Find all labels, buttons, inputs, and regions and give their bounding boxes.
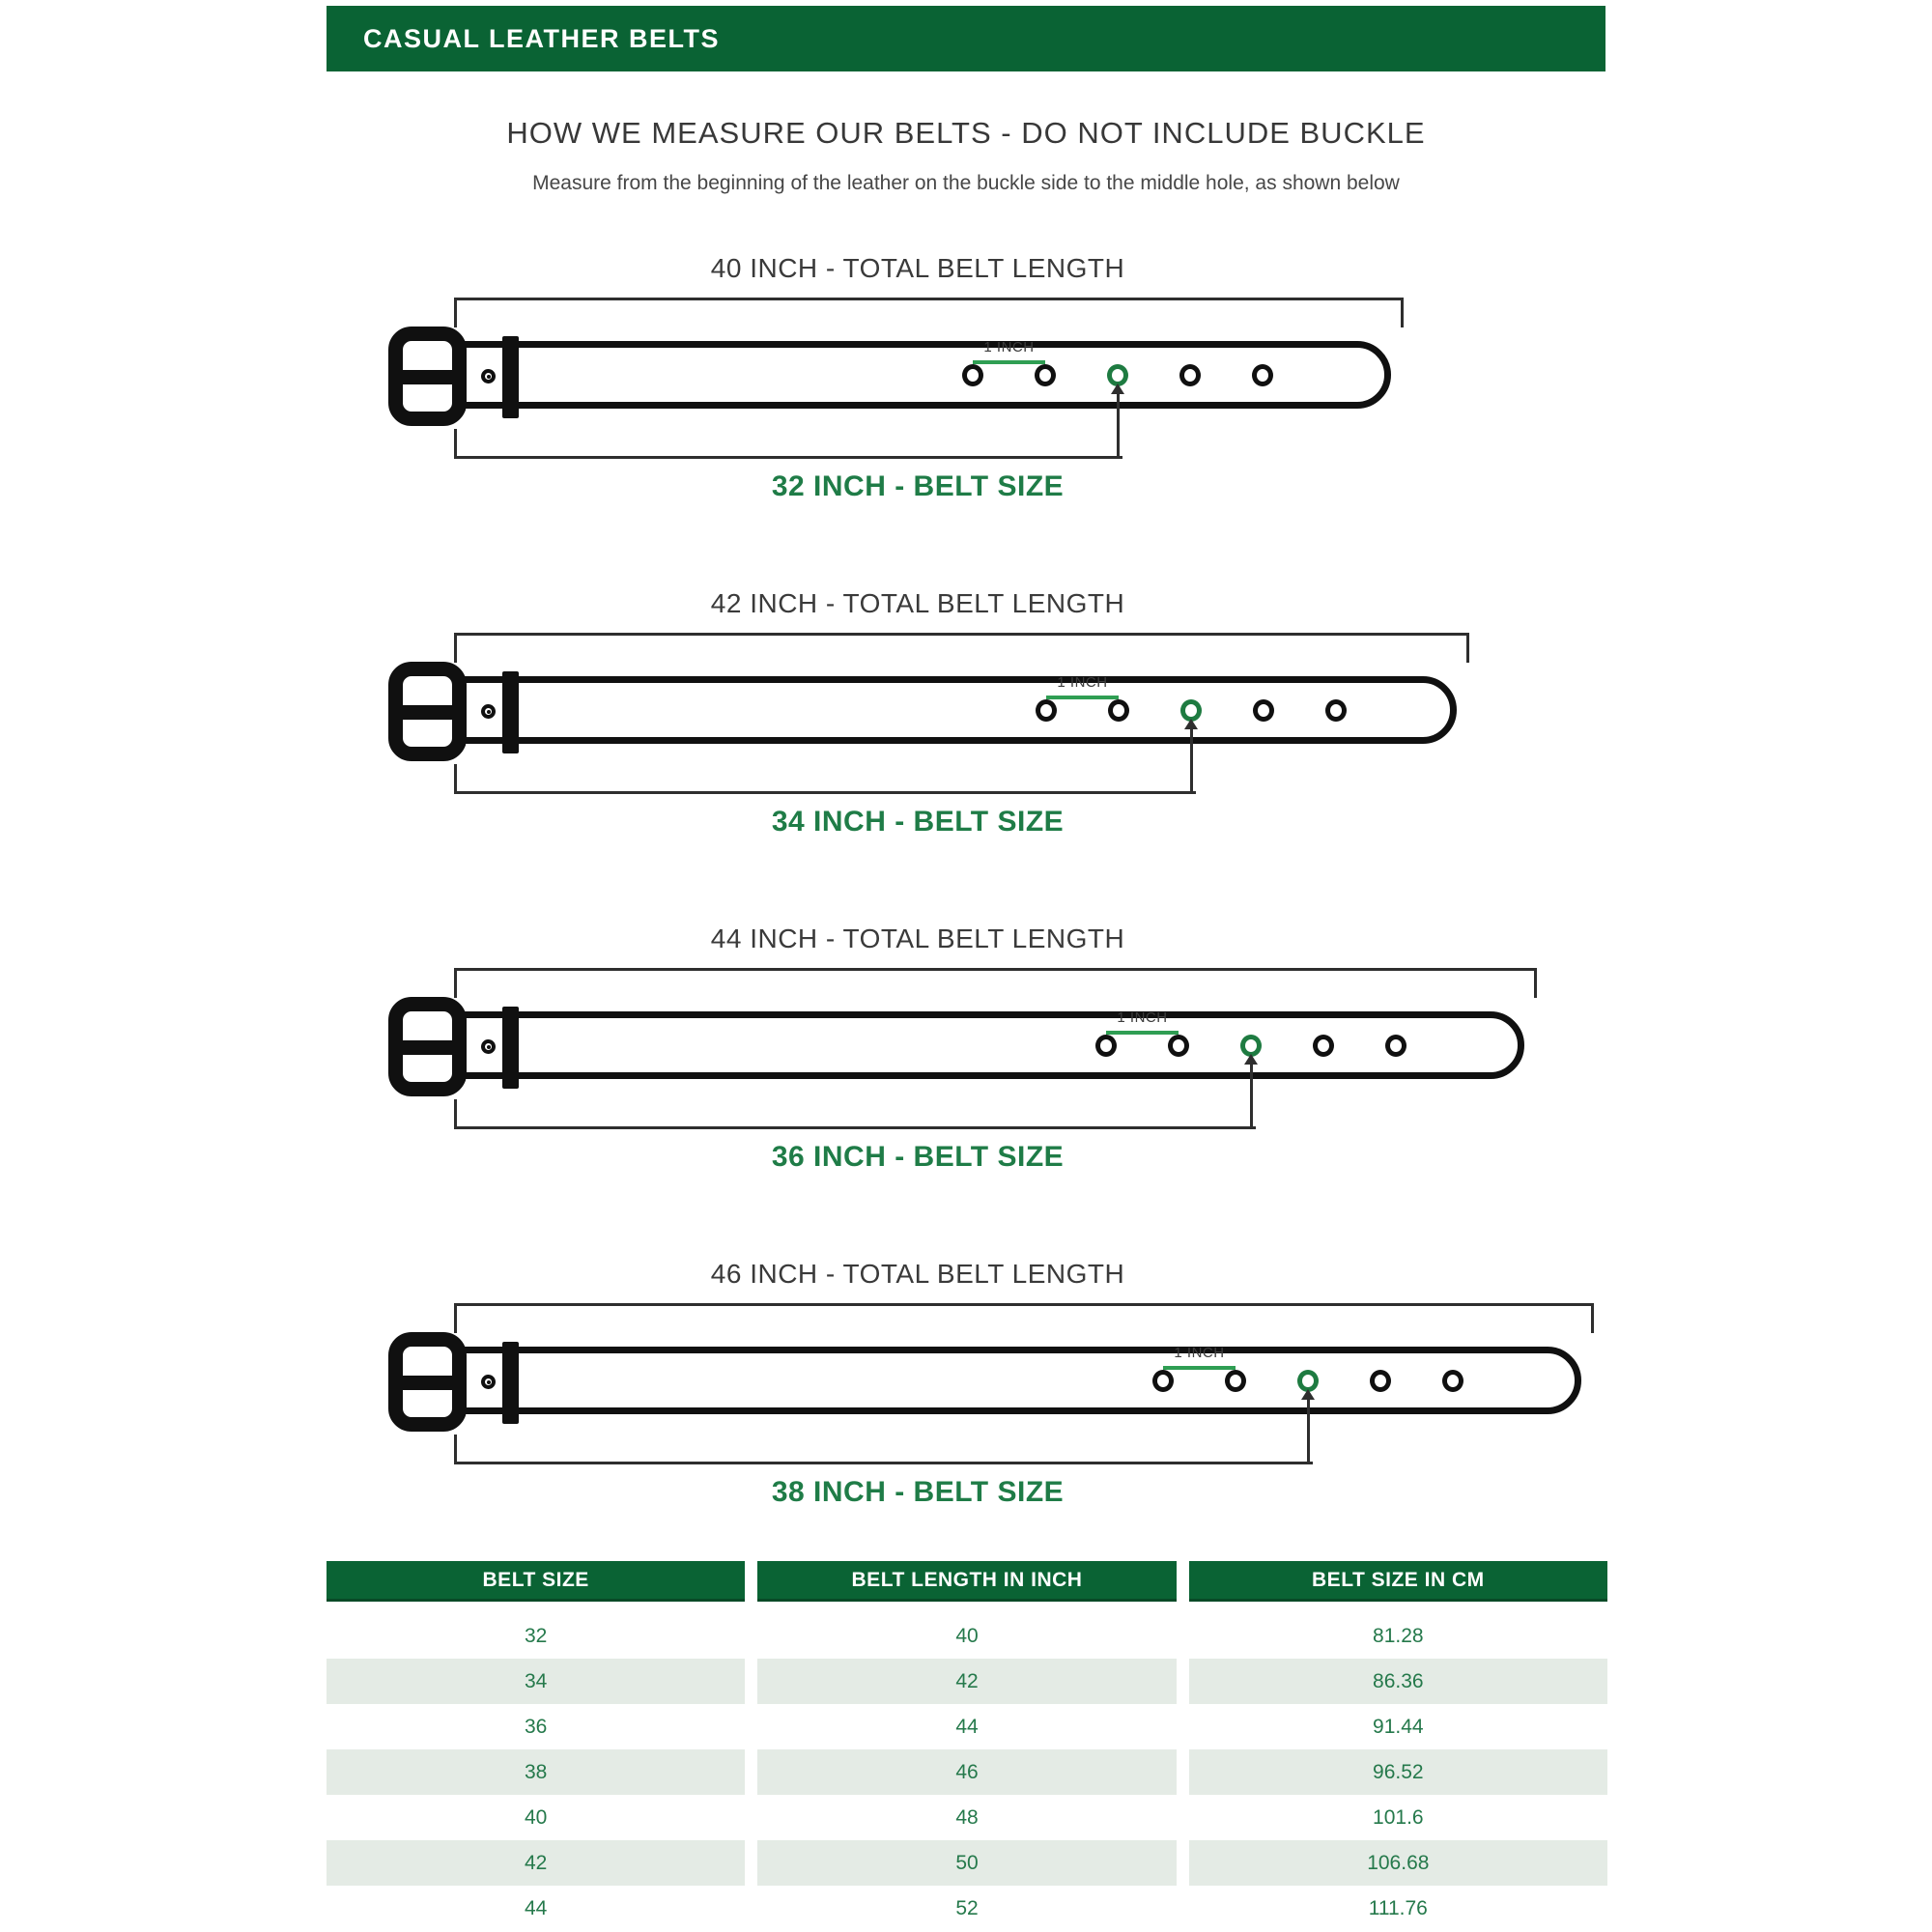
- total-length-bracket: [454, 968, 1537, 998]
- belt-keeper-loop: [502, 671, 519, 753]
- one-inch-line: [1046, 696, 1119, 699]
- belt-keeper-loop: [502, 1342, 519, 1424]
- belt-diagram-46-inch: [327, 1247, 1605, 1582]
- size-chart-cell: 48: [955, 1806, 979, 1829]
- size-chart-body: [327, 1613, 1607, 1931]
- size-chart-row: [327, 1886, 1607, 1931]
- one-inch-label: 1 INCH: [983, 339, 1035, 355]
- rivet-hole: [481, 704, 496, 719]
- size-chart-cell: 86.36: [1189, 1659, 1607, 1704]
- total-length-label: 46 INCH - TOTAL BELT LENGTH: [710, 1259, 1125, 1289]
- total-length-bracket: [454, 633, 1469, 663]
- belt-size-label: 36 INCH - BELT SIZE: [771, 1141, 1065, 1173]
- buckle-center-bar: [400, 1040, 456, 1055]
- total-length-bracket: [454, 1303, 1594, 1333]
- buckle-center-bar: [400, 705, 456, 720]
- size-chart-cell: 96.52: [1189, 1749, 1607, 1795]
- size-chart-row: [327, 1659, 1607, 1704]
- size-chart-cell: 46: [757, 1749, 1176, 1795]
- buckle-prong: [452, 1349, 466, 1421]
- size-chart-cell: 34: [327, 1659, 745, 1704]
- size-chart-cell: 36: [524, 1716, 548, 1738]
- size-chart-cell: 44: [955, 1716, 979, 1738]
- size-chart-cell: 81.28: [1373, 1625, 1424, 1647]
- rivet-dot: [487, 1045, 491, 1049]
- buckle-prong: [452, 343, 466, 415]
- size-chart-cell: 42: [757, 1659, 1176, 1704]
- one-inch-line: [1163, 1366, 1236, 1370]
- belt-size-label: 32 INCH - BELT SIZE: [771, 470, 1065, 502]
- size-chart-header-cell: BELT LENGTH IN INCH: [757, 1561, 1176, 1602]
- belt-diagram-42-inch: [327, 577, 1605, 912]
- size-chart-row: [327, 1613, 1607, 1659]
- buckle-prong: [452, 1013, 466, 1086]
- belt-strap: [404, 341, 1391, 409]
- belt-diagram-40-inch: [327, 242, 1605, 577]
- belt-hole: [1179, 364, 1201, 386]
- size-chart-cell: 42: [327, 1840, 745, 1886]
- belt-hole: [1036, 699, 1057, 722]
- belt-strap: [404, 1347, 1581, 1414]
- size-chart-cell: 111.76: [1368, 1897, 1428, 1919]
- belt-hole: [1252, 364, 1273, 386]
- rivet-dot: [487, 375, 491, 379]
- total-length-label: 42 INCH - TOTAL BELT LENGTH: [710, 588, 1125, 618]
- belt-hole: [1168, 1035, 1189, 1057]
- header-banner-title: CASUAL LEATHER BELTS: [363, 23, 721, 53]
- size-chart-cell: 32: [524, 1625, 548, 1647]
- rivet-hole: [481, 369, 496, 384]
- one-inch-line: [1106, 1031, 1179, 1035]
- belt-strap: [404, 1011, 1524, 1079]
- size-chart-header-cell: BELT SIZE IN CM: [1189, 1561, 1607, 1602]
- belt-hole: [1385, 1035, 1406, 1057]
- size-chart-header-cell: BELT SIZE: [327, 1561, 745, 1602]
- total-length-bracket: [454, 298, 1404, 327]
- belt-hole: [1370, 1370, 1391, 1392]
- size-chart-row: [327, 1795, 1607, 1840]
- page-subtitle: Measure from the beginning of the leather on the buckle side to the middle hole, as shown below: [532, 172, 1400, 194]
- rivet-dot: [487, 710, 491, 714]
- belt-hole: [962, 364, 983, 386]
- buckle-center-bar: [400, 370, 456, 384]
- rivet-hole: [481, 1039, 496, 1054]
- belt-keeper-loop: [502, 1007, 519, 1089]
- total-length-label: 40 INCH - TOTAL BELT LENGTH: [710, 253, 1125, 283]
- belt-hole: [1225, 1370, 1246, 1392]
- size-chart-cell: 38: [327, 1749, 745, 1795]
- one-inch-label: 1 INCH: [1174, 1345, 1225, 1361]
- size-chart-cell: 91.44: [1373, 1716, 1424, 1738]
- size-chart: [327, 1561, 1607, 1931]
- belt-hole: [1095, 1035, 1117, 1057]
- belt-hole: [1313, 1035, 1334, 1057]
- page-title: HOW WE MEASURE OUR BELTS - DO NOT INCLUDE BUCKLE: [506, 116, 1426, 150]
- belt-size-bracket: [454, 764, 1196, 794]
- size-chart-cell: 40: [955, 1625, 979, 1647]
- belt-hole: [1108, 699, 1129, 722]
- one-inch-label: 1 INCH: [1117, 1009, 1168, 1026]
- size-chart-row: [327, 1704, 1607, 1749]
- belt-size-bracket: [454, 429, 1122, 459]
- size-chart-cell: 50: [757, 1840, 1176, 1886]
- belt-hole: [1442, 1370, 1463, 1392]
- size-chart-cell: 44: [524, 1897, 548, 1919]
- size-chart-header-row: [327, 1561, 1607, 1602]
- rivet-hole: [481, 1375, 496, 1389]
- size-chart-row: [327, 1840, 1607, 1886]
- header-banner: [327, 6, 1605, 71]
- buckle-center-bar: [400, 1376, 456, 1390]
- total-length-label: 44 INCH - TOTAL BELT LENGTH: [710, 923, 1125, 953]
- size-chart-row: [327, 1749, 1607, 1795]
- buckle-prong: [452, 678, 466, 751]
- belt-hole: [1152, 1370, 1174, 1392]
- belt-size-bracket: [454, 1099, 1256, 1129]
- belt-size-label: 38 INCH - BELT SIZE: [771, 1476, 1065, 1508]
- one-inch-label: 1 INCH: [1057, 674, 1108, 691]
- belt-size-label: 34 INCH - BELT SIZE: [771, 806, 1065, 838]
- belt-size-bracket: [454, 1435, 1313, 1464]
- size-chart-cell: 52: [955, 1897, 979, 1919]
- belt-hole: [1253, 699, 1274, 722]
- belt-hole: [1325, 699, 1347, 722]
- belt-strap: [404, 676, 1457, 744]
- belt-keeper-loop: [502, 336, 519, 418]
- size-chart-cell: 106.68: [1189, 1840, 1607, 1886]
- size-chart-cell: 40: [524, 1806, 548, 1829]
- one-inch-line: [973, 360, 1045, 364]
- size-chart-cell: 101.6: [1373, 1806, 1424, 1829]
- rivet-dot: [487, 1380, 491, 1384]
- belt-hole: [1035, 364, 1056, 386]
- belt-diagram-44-inch: [327, 912, 1605, 1247]
